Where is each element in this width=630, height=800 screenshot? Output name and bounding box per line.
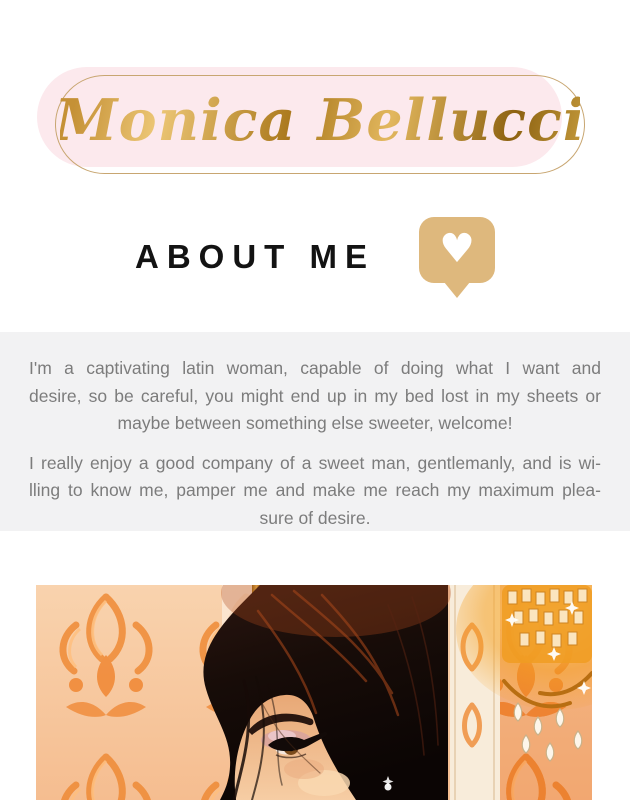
heart-icon: ♥ xyxy=(439,226,475,272)
profile-name: Monica Bellucci xyxy=(60,72,580,168)
bio-paragraph-1 xyxy=(29,355,601,438)
bio-text xyxy=(29,332,601,532)
bio-line: sure of desire. xyxy=(259,507,371,528)
bio-line: I really enjoy a good company of a sweet man, gentlemanly, and is wi- xyxy=(29,452,601,473)
about-section-header xyxy=(0,212,630,302)
about-me-title: ABOUT ME xyxy=(135,238,375,275)
bio-section xyxy=(0,332,630,531)
bio-line: desire, so be careful, you might end up in my bed lost in my sheets or xyxy=(29,385,601,406)
heart-bubble-icon xyxy=(419,217,495,283)
profile-photo xyxy=(36,585,592,800)
bio-line: I'm a captivating latin woman, capable of doing what I want and xyxy=(29,358,601,378)
bio-line: lling to know me, pamper me and make me reach my maximum plea- xyxy=(29,480,601,500)
bio-paragraph-2 xyxy=(29,450,601,533)
profile-photo-illustration xyxy=(36,585,592,800)
bio-line: maybe between something else sweeter, welcome! xyxy=(117,413,513,433)
